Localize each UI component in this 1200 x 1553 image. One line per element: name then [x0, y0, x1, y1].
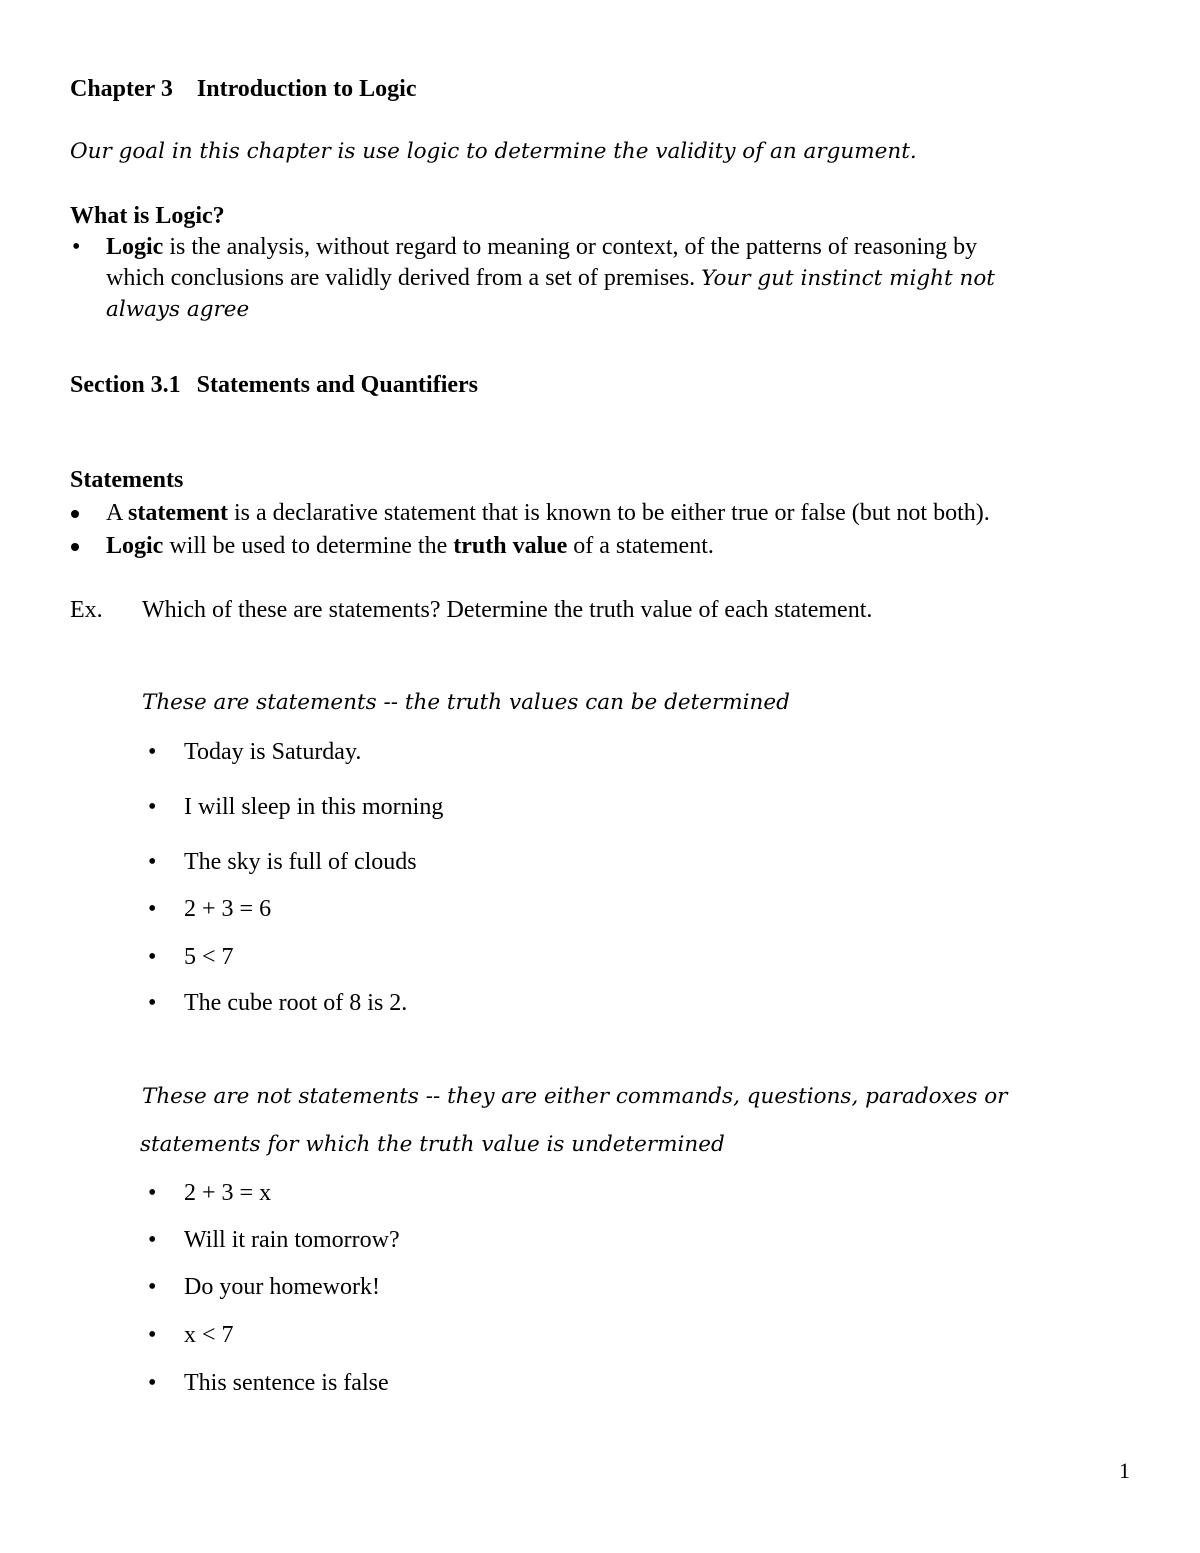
- example-label: Ex.: [70, 597, 103, 623]
- chapter-number: Chapter 3: [70, 76, 173, 102]
- logic-truth-mid: will be used to determine the: [163, 533, 454, 559]
- list-item: x < 7: [184, 1322, 234, 1348]
- truth-value-term: truth value: [453, 533, 568, 559]
- list-item: 2 + 3 = x: [184, 1180, 272, 1206]
- gut-instinct-note: Your gut instinct might not: [701, 266, 995, 291]
- logic-bullet-marker: •: [72, 234, 81, 260]
- list-item: Will it rain tomorrow?: [184, 1227, 400, 1253]
- list-item: The sky is full of clouds: [184, 849, 417, 875]
- statement-def-pre: A: [106, 500, 129, 526]
- bullet-icon: •: [148, 1322, 157, 1348]
- bullet-icon: •: [148, 849, 157, 875]
- list-item: Do your homework!: [184, 1274, 380, 1300]
- bullet-icon: •: [148, 990, 157, 1016]
- bullet-icon: •: [148, 739, 157, 765]
- chapter-title: Introduction to Logic: [196, 76, 417, 102]
- round-bullet-icon: [71, 510, 79, 518]
- gut-instinct-note-cont: always agree: [106, 297, 250, 322]
- logic-term-2: Logic: [106, 533, 164, 559]
- logic-definition-line2: [106, 265, 995, 293]
- statements-caption: These are statements -- the truth values can be determined: [142, 690, 790, 715]
- bullet-icon: •: [148, 794, 157, 820]
- logic-term: Logic: [106, 234, 164, 260]
- list-item: 5 < 7: [184, 944, 234, 970]
- statement-def-text: is a declarative statement that is known to be either true or false (but not both).: [227, 500, 990, 526]
- logic-definition-line1: [106, 234, 977, 262]
- section-heading: [70, 372, 478, 400]
- page-number: 1: [1119, 1458, 1130, 1483]
- list-item: 2 + 3 = 6: [184, 896, 272, 922]
- statement-term: statement: [128, 500, 228, 526]
- what-is-logic-heading: What is Logic?: [70, 203, 225, 229]
- section-number: Section 3.1: [70, 372, 181, 398]
- list-item: The cube root of 8 is 2.: [184, 990, 408, 1016]
- bullet-icon: •: [148, 1180, 157, 1206]
- list-item: This sentence is false: [184, 1370, 389, 1396]
- logic-truth-value-line: [106, 533, 714, 561]
- bullet-icon: •: [148, 1370, 157, 1396]
- logic-truth-post: of a statement.: [567, 533, 714, 559]
- statement-definition: [106, 500, 990, 528]
- logic-definition-text: is the analysis, without regard to meaning or context, of the patterns of reasoning by: [163, 234, 978, 260]
- chapter-goal: Our goal in this chapter is use logic to determine the validity of an argument.: [70, 139, 917, 164]
- list-item: I will sleep in this morning: [184, 794, 444, 820]
- bullet-icon: •: [148, 1227, 157, 1253]
- bullet-icon: •: [148, 1274, 157, 1300]
- chapter-heading: [70, 76, 416, 104]
- statements-heading: Statements: [70, 467, 184, 493]
- round-bullet-icon: [71, 543, 79, 551]
- list-item: Today is Saturday.: [184, 739, 362, 765]
- bullet-icon: •: [148, 944, 157, 970]
- bullet-icon: •: [148, 896, 157, 922]
- not-statements-caption-line2: statements for which the truth value is undetermined: [140, 1132, 725, 1157]
- example-prompt: Which of these are statements? Determine the truth value of each statement.: [142, 597, 873, 623]
- section-title: Statements and Quantifiers: [196, 372, 479, 398]
- not-statements-caption-line1: These are not statements -- they are either commands, questions, paradoxes or: [142, 1084, 1008, 1109]
- logic-definition-text2: which conclusions are validly derived from a set of premises.: [106, 265, 696, 291]
